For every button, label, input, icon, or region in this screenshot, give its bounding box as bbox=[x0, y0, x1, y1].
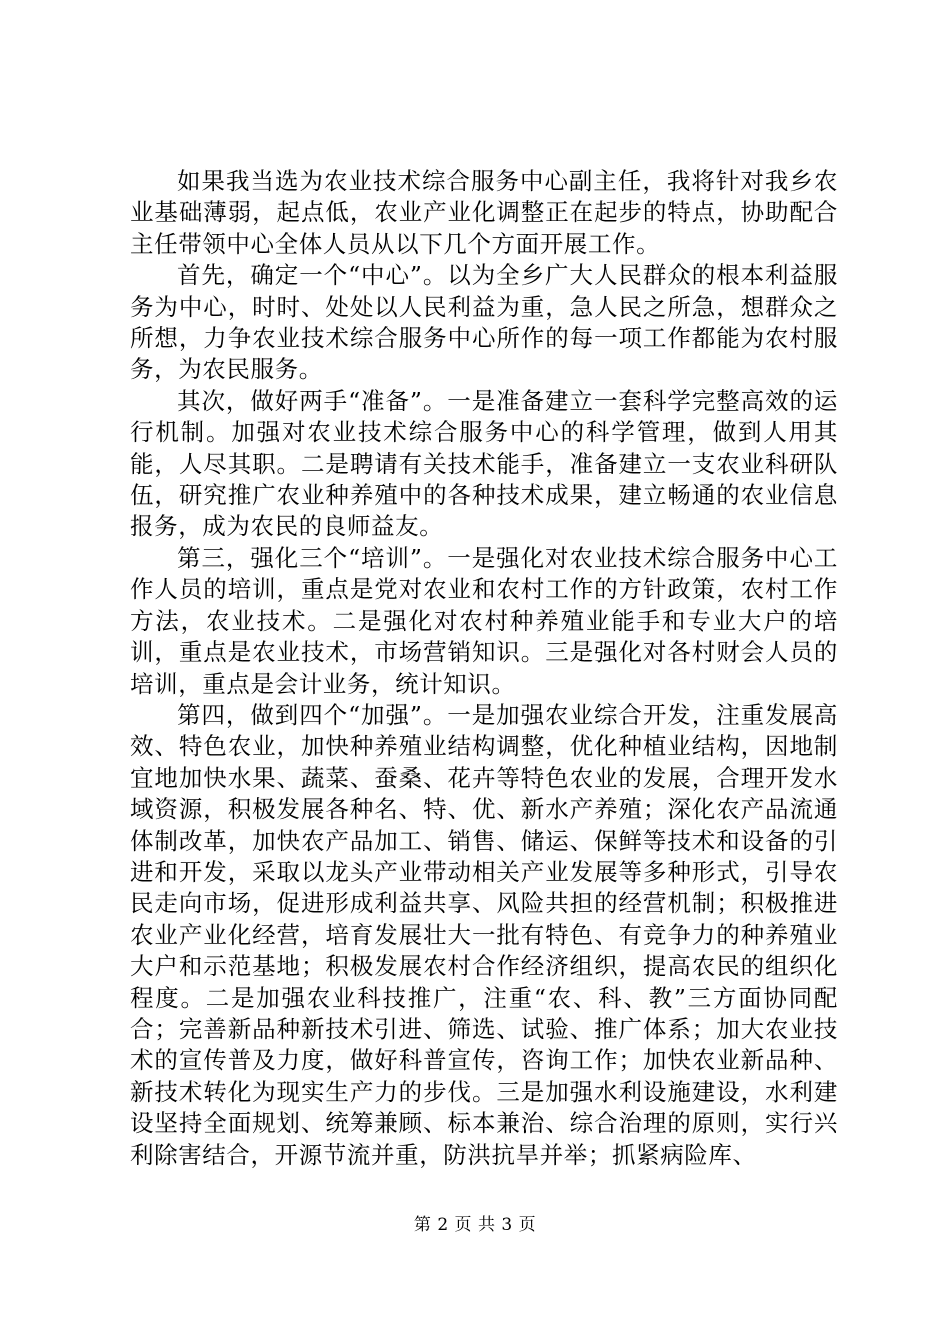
page-number-footer: 第 2 页 共 3 页 bbox=[413, 1215, 537, 1235]
paragraph-center: 首先，确定一个“中心”。以为全乡广大人民群众的根本利益服务为中心，时时、处处以人民利益为重，急人民之所急，想群众之所想，力争农业技术综合服务中心所作的每一项工作都能为农村服务，为农民服务。 bbox=[130, 261, 838, 384]
document-body bbox=[130, 166, 838, 1171]
paragraph-intro: 如果我当选为农业技术综合服务中心副主任，我将针对我乡农业基础薄弱，起点低，农业产业化调整正在起步的特点，协助配合主任带领中心全体人员从以下几个方面开展工作。 bbox=[130, 167, 838, 258]
paragraph-preparation: 其次，做好两手“准备”。一是准备建立一套科学完整高效的运行机制。加强对农业技术综合服务中心的科学管理，做到人用其能，人尽其职。二是聘请有关技术能手，准备建立一支农业科研队伍，研究推广农业种养殖中的各种技术成果，建立畅通的农业信息报务，成为农民的良师益友。 bbox=[130, 386, 838, 541]
paragraph-training: 第三，强化三个“培训”。一是强化对农业技术综合服务中心工作人员的培训，重点是党对农业和农村工作的方针政策，农村工作方法，农业技术。二是强化对农村种养殖业能手和专业大户的培训，重点是农业技术，市场营销知识。三是强化对各村财会人员的培训，重点是会计业务，统计知识。 bbox=[130, 543, 838, 698]
paragraph-strengthening: 第四，做到四个“加强”。一是加强农业综合开发，注重发展高效、特色农业，加快种养殖业结构调整，优化种植业结构，因地制宜地加快水果、蔬菜、蚕桑、花卉等特色农业的发展，合理开发水域资源，积极发展各种名、特、优、新水产养殖；深化农产品流通体制改革，加快农产品加工、销售、储运、保鲜等技术和设备的引进和开发，采取以龙头产业带动相关产业发展等多种形式，引导农民走向市场，促进形成利益共享、风险共担的经营机制；积极推进农业产业化经营，培育发展壮大一批有特色、有竞争力的种养殖业大户和示范基地；积极发展农村合作经济组织，提高农民的组织化程度。二是加强农业科技推广，注重“农、科、教”三方面协同配合；完善新品种新技术引进、筛选、试验、推广体系；加大农业技术的宣传普及力度，做好科普宣传，咨询工作；加快农业新品种、新技术转化为现实生产力的步伐。三是加强水利设施建设，水利建设坚持全面规划、统筹兼顾、标本兼治、综合治理的原则，实行兴利除害结合，开源节流并重，防洪抗旱并举；抓紧病险库、 bbox=[130, 700, 838, 1169]
